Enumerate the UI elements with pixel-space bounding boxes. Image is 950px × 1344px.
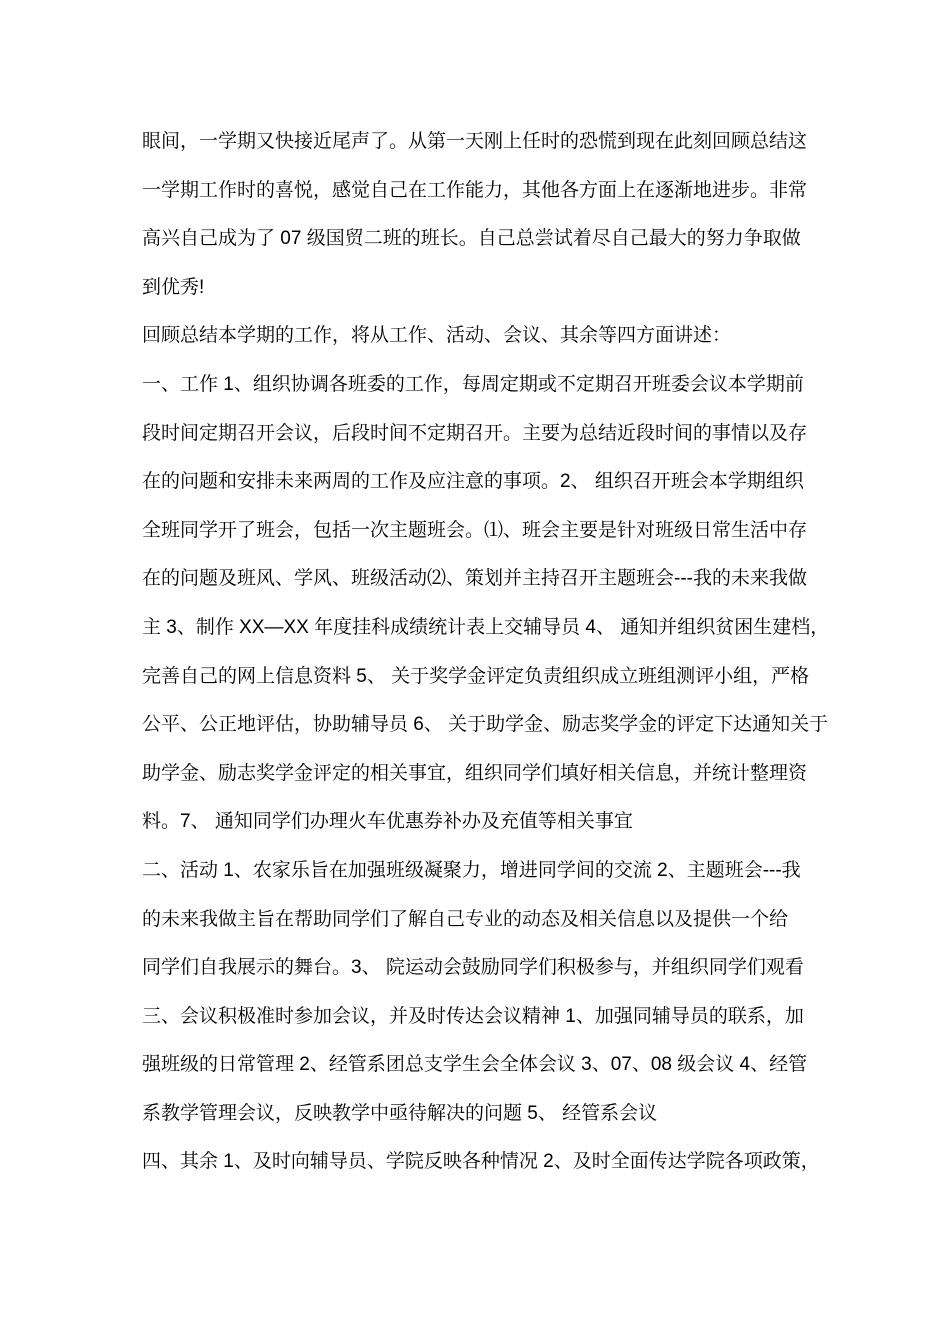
text-line: 完善自己的网上信息资料 5、 关于奖学金评定负责组织成立班组测评小组，严格 [142,665,810,687]
text-line: 二、活动 1、农家乐旨在加强班级凝聚力，增进同学间的交流 2、主题班会---我 [142,859,801,881]
text-line: 在的问题和安排未来两周的工作及应注意的事项。2、 组织召开班会本学期组织 [142,471,804,493]
text-line: 眼间，一学期又快接近尾声了。从第一天刚上任时的恐慌到现在此刻回顾总结这 [142,131,808,152]
text-line: 到优秀! [142,276,205,298]
text-line: 公平、公正地评估，协助辅导员 6、 关于助学金、励志奖学金的评定下达通知关于 [142,714,829,736]
text-line: 的未来我做主旨在帮助同学们了解自己专业的动态及相关信息以及提供一个给 [142,908,789,930]
text-line: 料。7、 通知同学们办理火车优惠券补办及充值等相关事宜 [142,811,633,833]
text-line: 全班同学开了班会，包括一次主题班会。⑴、班会主要是针对班级日常生活中存 [142,519,808,541]
text-line: 主 3、制作 XX—XX 年度挂科成绩统计表上交辅导员 4、 通知并组织贫困生建档， [142,616,830,638]
text-line: 四、其余 1、及时向辅导员、学院反映各种情况 2、及时全面传达学院各项政策， [142,1151,820,1173]
text-line: 在的问题及班风、学风、班级活动⑵、策划并主持召开主题班会---我的未来我做 [142,568,807,590]
paragraph-5 [142,993,814,1139]
text-line: 高兴自己成为了 07 级国贸二班的班长。自己总尝试着尽自己最大的努力争取做 [142,228,801,250]
text-line: 段时间定期召开会议，后段时间不定期召开。主要为总结近段时间的事情以及存 [142,422,808,444]
paragraph-6 [142,1138,820,1187]
paragraph-3 [142,361,830,847]
paragraph-1 [142,118,814,312]
text-line: 强班级的日常管理 2、经管系团总支学生会全体会议 3、07、08 级会议 4、经管 [142,1054,808,1076]
paragraph-4 [142,847,814,993]
text-line: 一学期工作时的喜悦，感觉自己在工作能力，其他各方面上在逐渐地进步。非常 [142,179,808,201]
document-content [142,118,830,1187]
paragraph-2 [142,312,814,361]
text-line: 三、会议积极准时参加会议，并及时传达会议精神 1、加强同辅导员的联系，加 [142,1005,804,1027]
text-line: 一、工作 1、组织协调各班委的工作，每周定期或不定期召开班委会议本学期前 [142,373,804,395]
text-line: 回顾总结本学期的工作，将从工作、活动、会议、其余等四方面讲述： [142,325,732,347]
text-line: 系教学管理会议，反映教学中亟待解决的问题 5、 经管系会议 [142,1102,658,1124]
text-line: 同学们自我展示的舞台。3、 院运动会鼓励同学们积极参与，并组织同学们观看 [142,957,804,979]
text-line: 助学金、励志奖学金评定的相关事宜，组织同学们填好相关信息，并统计整理资 [142,762,808,784]
